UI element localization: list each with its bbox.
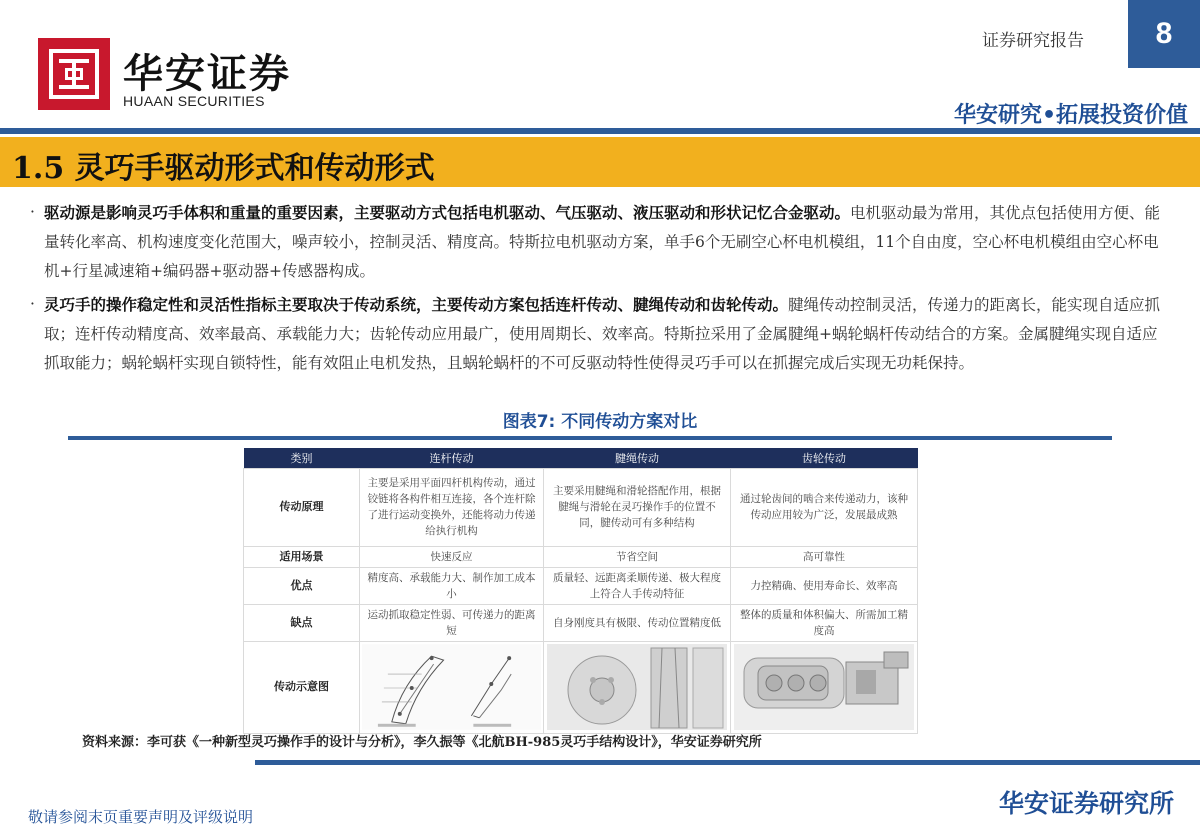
table-row bbox=[244, 641, 918, 733]
report-type-label: 证券研究报告 bbox=[982, 31, 1084, 51]
gear-hand-icon bbox=[733, 644, 915, 730]
table-cell: 通过轮齿间的啮合来传递动力，该种传动应用较为广泛，发展最成熟 bbox=[731, 468, 918, 546]
row-label: 适用场景 bbox=[244, 546, 360, 567]
table-cell: 运动抓取稳定性弱、可传递力的距离短 bbox=[360, 604, 544, 641]
figure-title-divider bbox=[68, 436, 1112, 440]
comparison-table bbox=[243, 448, 918, 734]
table-header-row bbox=[244, 448, 918, 468]
paragraph-drive-source bbox=[30, 198, 1169, 286]
disclaimer-link[interactable]: 敬请参阅末页重要声明及评级说明 bbox=[28, 808, 254, 826]
row-label: 优点 bbox=[244, 567, 360, 604]
gear-diagram-image bbox=[731, 641, 918, 733]
paragraph-lead: 驱动源是影响灵巧手体积和重量的重要因素，主要驱动方式包括电机驱动、气压驱动、液压驱动和形状记忆合金驱动。 bbox=[44, 203, 851, 222]
page-number: 8 bbox=[1128, 0, 1200, 68]
table-cell: 整体的质量和体积偏大、所需加工精度高 bbox=[731, 604, 918, 641]
paragraph-text: 电机驱动最为常用，其优点包括使用方便、能量转化率高、机构速度变化范围大，噪声较小，控制灵活、精度高。特斯拉电机驱动方案，单手6个无刷空心杯电机模组，11个自由度，空心杯电机模组由空心杯电机+行星减速箱+编码器+驱动器+传感器构成。 bbox=[44, 204, 1161, 280]
tendon-pulley-icon bbox=[546, 644, 728, 730]
tendon-diagram-image bbox=[544, 641, 731, 733]
paragraph-transmission bbox=[30, 290, 1169, 378]
section-title: 1.5 灵巧手驱动形式和传动形式 bbox=[12, 151, 435, 186]
logo-english-name: HUAAN SECURITIES bbox=[123, 93, 265, 109]
table-cell: 主要是采用平面四杆机构传动，通过铰链将各构件相互连接，各个连杆除了进行运动变换外，还能将动力传递给执行机构 bbox=[360, 468, 544, 546]
bullet-marker: · bbox=[30, 203, 35, 221]
table-cell: 精度高、承载能力大、制作加工成本小 bbox=[360, 567, 544, 604]
table-cell: 高可靠性 bbox=[731, 546, 918, 567]
company-logo-icon bbox=[38, 38, 110, 110]
bullet-marker: · bbox=[30, 295, 35, 313]
source-note: 资料来源：李可获《一种新型灵巧操作手的设计与分析》，李久振等《北航BH-985灵巧手结构设计》，华安证券研究所 bbox=[82, 735, 762, 750]
column-header: 类别 bbox=[244, 448, 360, 468]
paragraph-lead: 灵巧手的操作稳定性和灵活性指标主要取决于传动系统，主要传动方案包括连杆传动、腱绳传动和齿轮传动。 bbox=[44, 295, 789, 314]
table-cell: 力控精确、使用寿命长、效率高 bbox=[731, 567, 918, 604]
table-row bbox=[244, 546, 918, 567]
figure-title: 图表7: 不同传动方案对比 bbox=[502, 412, 698, 432]
logo-chinese-name: 华安证券 bbox=[123, 50, 291, 97]
header-divider bbox=[0, 128, 1200, 134]
column-header: 齿轮传动 bbox=[731, 448, 918, 468]
paragraph-text: 腱绳传动控制灵活，传递力的距离长，能实现自适应抓取；连杆传动精度高、效率最高、承载能力大；齿轮传动应用最广，使用周期长、效率高。特斯拉采用了金属腱绳+蜗轮蜗杆传动结合的方案。金属腱绳实现自适应抓取能力；蜗轮蜗杆实现自锁特性，能有效阻止电机发热，且蜗轮蜗杆的不可反驱动特性使得灵巧手可以在抓握完成后实现无功耗保持。 bbox=[44, 296, 1161, 372]
row-label: 缺点 bbox=[244, 604, 360, 641]
row-label: 传动示意图 bbox=[244, 641, 360, 733]
table-cell: 快速反应 bbox=[360, 546, 544, 567]
column-header: 连杆传动 bbox=[360, 448, 544, 468]
table-cell: 质量轻、远距离柔顺传递、极大程度上符合人手传动特征 bbox=[544, 567, 731, 604]
column-header: 腱绳传动 bbox=[544, 448, 731, 468]
linkage-diagram-image bbox=[360, 641, 544, 733]
header-slogan: 华安研究•拓展投资价值 bbox=[953, 103, 1188, 128]
table-cell: 节省空间 bbox=[544, 546, 731, 567]
linkage-finger-icon bbox=[362, 644, 541, 730]
footer-brand: 华安证券研究所 bbox=[998, 789, 1174, 818]
table-row bbox=[244, 468, 918, 546]
table-cell: 自身刚度具有极限、传动位置精度低 bbox=[544, 604, 731, 641]
row-label: 传动原理 bbox=[244, 468, 360, 546]
table-row bbox=[244, 604, 918, 641]
table-cell: 主要采用腱绳和滑轮搭配作用，根据腱绳与滑轮在灵巧操作手的位置不同，腱传动可有多种结构 bbox=[544, 468, 731, 546]
footer-divider bbox=[255, 760, 1200, 765]
table-row bbox=[244, 567, 918, 604]
